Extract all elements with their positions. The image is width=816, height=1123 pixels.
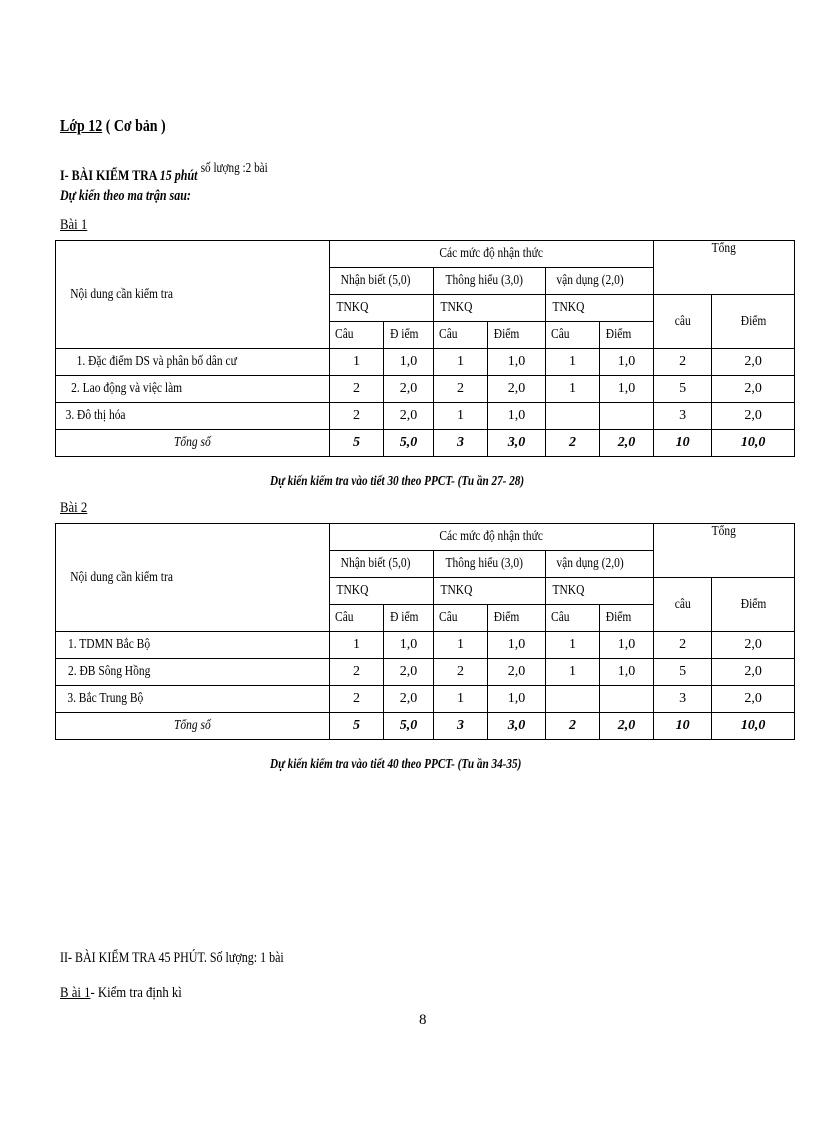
grade-heading [60, 116, 166, 136]
test-1-label: Bài 1 [60, 217, 88, 233]
cau-header: Câu [434, 322, 488, 349]
test-2-note: Dự kiến kiểm tra vào tiết 40 theo PPCT- (Tu ần 34-35) [270, 757, 522, 772]
levels-header: Các mức độ nhận thức [330, 241, 654, 268]
total-header: Tổng [654, 241, 795, 295]
level-understanding-header: Thông hiểu (3,0) [434, 268, 546, 295]
diem-header: Điểm [600, 605, 654, 632]
total-header: Tổng [654, 524, 795, 578]
tnkq-header: TNKQ [546, 578, 654, 605]
section-1-title [60, 161, 268, 185]
section-1-plan: Dự kiến theo ma trận sau: [60, 188, 191, 204]
cau-header: Câu [546, 605, 600, 632]
section-2-test [60, 985, 182, 1002]
content-column-header: Nội dung cần kiểm tra [56, 524, 330, 632]
page-number: 8 [419, 1012, 427, 1028]
cau-header: Câu [434, 605, 488, 632]
total-cau-header: câu [654, 578, 712, 632]
level-recognition-header: Nhận biết (5,0) [330, 551, 434, 578]
total-diem-header: Điểm [712, 295, 795, 349]
table-row: 3. Bắc Trung Bộ 2 2,0 1 1,0 3 2,0 [56, 686, 795, 713]
level-application-header: vận dụng (2,0) [546, 551, 654, 578]
table-row: 1. Đặc điểm DS và phân bố dân cư 1 1,0 1 1,0 1 1,0 2 2,0 [56, 349, 795, 376]
total-diem-header: Điểm [712, 578, 795, 632]
total-row: Tổng số 5 5,0 3 3,0 2 2,0 10 10,0 [56, 430, 795, 457]
tnkq-header: TNKQ [330, 295, 434, 322]
level-application-header: vận dụng (2,0) [546, 268, 654, 295]
level-recognition-header: Nhận biết (5,0) [330, 268, 434, 295]
total-cau-header: câu [654, 295, 712, 349]
section-1-count: số lượng :2 bài [200, 161, 268, 176]
levels-header: Các mức độ nhận thức [330, 524, 654, 551]
test-1-note: Dự kiến kiểm tra vào tiết 30 theo PPCT- (Tu ần 27- 28) [270, 474, 525, 489]
tnkq-header: TNKQ [330, 578, 434, 605]
section-1-title-prefix: I- BÀI KIỂM TRA [60, 168, 160, 184]
tnkq-header: TNKQ [546, 295, 654, 322]
content-column-header: Nội dung cần kiểm tra [56, 241, 330, 349]
tnkq-header: TNKQ [434, 578, 546, 605]
total-row: Tổng số 5 5,0 3 3,0 2 2,0 10 10,0 [56, 713, 795, 740]
cau-header: Câu [546, 322, 600, 349]
section-1-title-duration: 15 phút [159, 168, 198, 184]
cau-header: Câu [330, 605, 384, 632]
diem-header: Đ iểm [384, 322, 434, 349]
grade-label: Lớp 12 [60, 116, 103, 135]
diem-header: Điểm [488, 322, 546, 349]
table-row: 2. ĐB Sông Hồng 2 2,0 2 2,0 1 1,0 5 2,0 [56, 659, 795, 686]
level-understanding-header: Thông hiểu (3,0) [434, 551, 546, 578]
table-row: 3. Đô thị hóa 2 2,0 1 1,0 3 2,0 [56, 403, 795, 430]
test-2-label: Bài 2 [60, 500, 88, 516]
cau-header: Câu [330, 322, 384, 349]
test-2-matrix [55, 523, 795, 740]
diem-header: Điểm [600, 322, 654, 349]
table-row: 2. Lao động và việc làm 2 2,0 2 2,0 1 1,0 5 2,0 [56, 376, 795, 403]
diem-header: Điểm [488, 605, 546, 632]
tnkq-header: TNKQ [434, 295, 546, 322]
table-row: 1. TDMN Bắc Bộ 1 1,0 1 1,0 1 1,0 2 2,0 [56, 632, 795, 659]
section-2-test-desc: - Kiểm tra định kì [90, 985, 182, 1001]
section-2-title: II- BÀI KIỂM TRA 45 PHÚT. Số lượng: 1 bài [60, 950, 284, 966]
grade-suffix: ( Cơ bản ) [102, 116, 166, 135]
diem-header: Đ iểm [384, 605, 434, 632]
section-2-test-label: B ài 1 [60, 985, 91, 1001]
test-1-matrix [55, 240, 795, 457]
